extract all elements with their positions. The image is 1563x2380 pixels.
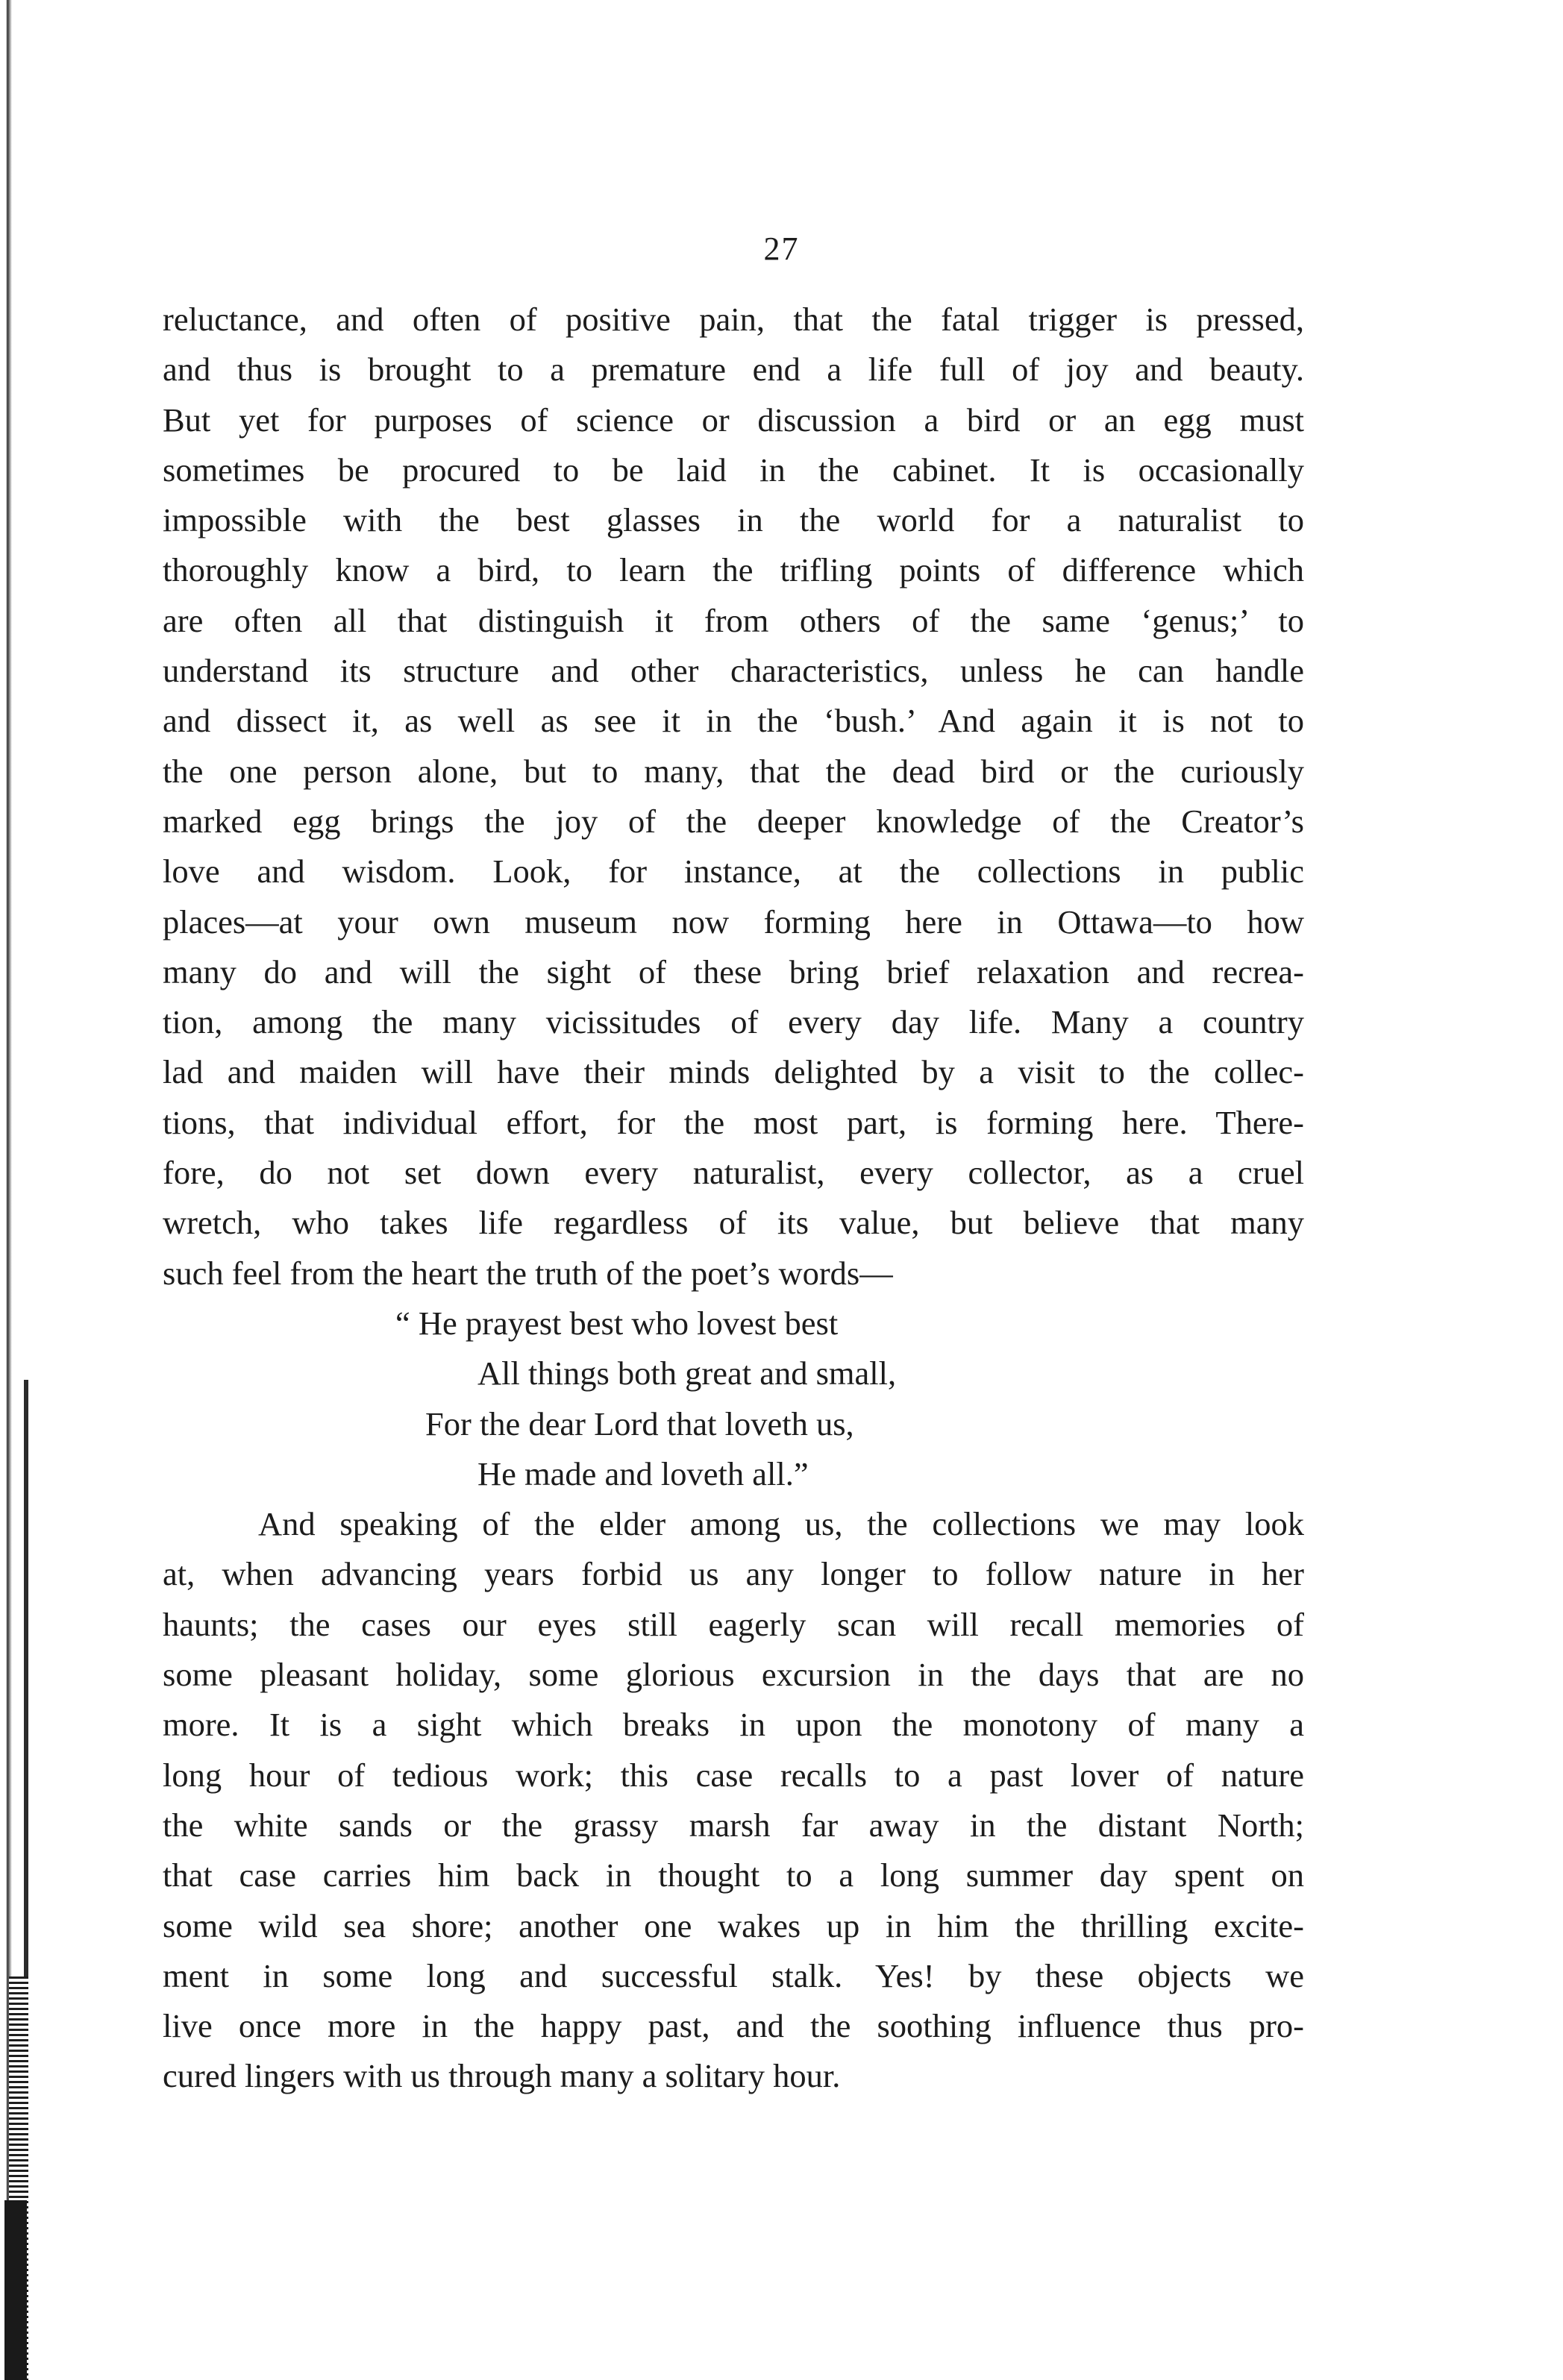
text-line: tion, among the many vicissitudes of every day life. Many a country [163,1003,1304,1041]
text-line: But yet for purposes of science or discussion a bird or an egg must [163,401,1304,439]
text-line: that case carries him back in thought to a long summer day spent on [163,1856,1304,1894]
text-line: reluctance, and often of positive pain, that the fatal trigger is pressed, [163,301,1304,338]
text-line: are often all that distinguish it from others of the same ‘genus;’ to [163,601,1304,639]
text-line: the one person alone, but to many, that the dead bird or the curiously [163,752,1304,790]
page-body [163,295,1304,2102]
binding-spine [4,2200,27,2380]
text-line: tions, that individual effort, for the most part, is forming here. There- [163,1103,1304,1141]
verse-line: All things both great and small, [477,1354,897,1392]
text-line: at, when advancing years forbid us any longer to follow nature in her [163,1555,1304,1593]
text-line: long hour of tedious work; this case recalls to a past lover of nature [163,1756,1304,1794]
text-line: lad and maiden will have their minds delighted by a visit to the collec- [163,1053,1304,1091]
verse-line: He made and loveth all.” [477,1454,809,1492]
text-line: the white sands or the grassy marsh far away in the distant North; [163,1806,1304,1844]
text-line: some pleasant holiday, some glorious excursion in the days that are no [163,1656,1304,1694]
text-line: fore, do not set down every naturalist, every collector, as a cruel [163,1154,1304,1192]
text-line: places—at your own museum now forming here in Ottawa—to how [163,902,1304,941]
text-line: wretch, who takes life regardless of its value, but believe that many [163,1204,1304,1242]
verse-line: For the dear Lord that loveth us, [425,1404,854,1442]
text-line: love and wisdom. Look, for instance, at the collections in public [163,853,1304,891]
text-line: and dissect it, as well as see it in the ‘bush.’ And again it is not to [163,702,1304,740]
text-line: impossible with the best glasses in the world for a naturalist to [163,501,1304,539]
verse-line: “ He prayest best who lovest best [395,1304,839,1342]
text-line: such feel from the heart the truth of the poet’s words— [163,1254,893,1292]
text-line: cured lingers with us through many a solitary hour. [163,2057,841,2095]
text-line: haunts; the cases our eyes still eagerly scan will recall memories of [163,1605,1304,1643]
text-line: and thus is brought to a premature end a life full of joy and beauty. [163,351,1304,389]
text-line: some wild sea shore; another one wakes up in him the thrilling excite- [163,1906,1304,1944]
text-line: sometimes be procured to be laid in the cabinet. It is occasionally [163,450,1304,489]
text-line: marked egg brings the joy of the deeper knowledge of the Creator’s [163,802,1304,840]
text-line: more. It is a sight which breaks in upon the monotony of many a [163,1706,1304,1744]
page-number: 27 [763,230,800,267]
text-line: thoroughly know a bird, to learn the trifling points of difference which [163,551,1304,589]
text-line: ment in some long and successful stalk. Yes! by these objects we [163,1956,1304,1994]
text-line: understand its structure and other characteristics, unless he can handle [163,652,1304,690]
text-line: live once more in the happy past, and the soothing influence thus pro- [163,2007,1304,2045]
text-line: And speaking of the elder among us, the collections we may look [258,1505,1304,1543]
text-line: many do and will the sight of these bring brief relaxation and recrea- [163,952,1304,990]
binding-edge [0,0,52,2380]
